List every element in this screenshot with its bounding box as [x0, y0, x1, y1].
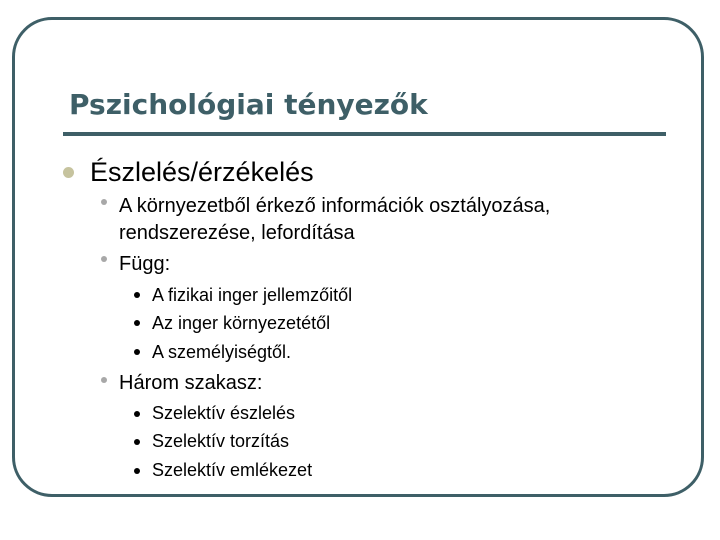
bullet-text-level1: Észlelés/érzékelés	[90, 157, 314, 187]
bullet-text-level2: Három szakasz:	[119, 372, 263, 394]
bullet-level2	[101, 377, 107, 383]
title-divider	[63, 132, 666, 136]
bullet-text-level3: Szelektív torzítás	[152, 431, 290, 451]
bullet-level3	[134, 468, 140, 474]
bullet-level3	[134, 320, 140, 326]
slide-title: Pszichológiai tényezők	[69, 88, 428, 121]
bullet-text-level3: A személyiségtől.	[152, 342, 292, 362]
bullet-text-level3: Az inger környezetétől	[152, 313, 331, 333]
bullet-text-level3: A fizikai inger jellemzőitől	[152, 285, 353, 305]
bullet-level1	[63, 167, 74, 178]
bullet-level3	[134, 439, 140, 445]
bullet-text-level2: A környezetből érkező információk osztályozása,	[119, 195, 551, 217]
bullet-level3	[134, 292, 140, 298]
bullet-level3	[134, 411, 140, 417]
bullet-text-level2: Függ:	[119, 253, 171, 275]
bullet-level2	[101, 256, 107, 262]
bullet-text-level3: Szelektív emlékezet	[152, 460, 313, 480]
bullet-text-level2-continuation: rendszerezése, lefordítása	[119, 222, 355, 244]
bullet-level2	[101, 199, 107, 205]
bullet-text-level3: Szelektív észlelés	[152, 403, 296, 423]
bullet-level3	[134, 349, 140, 355]
